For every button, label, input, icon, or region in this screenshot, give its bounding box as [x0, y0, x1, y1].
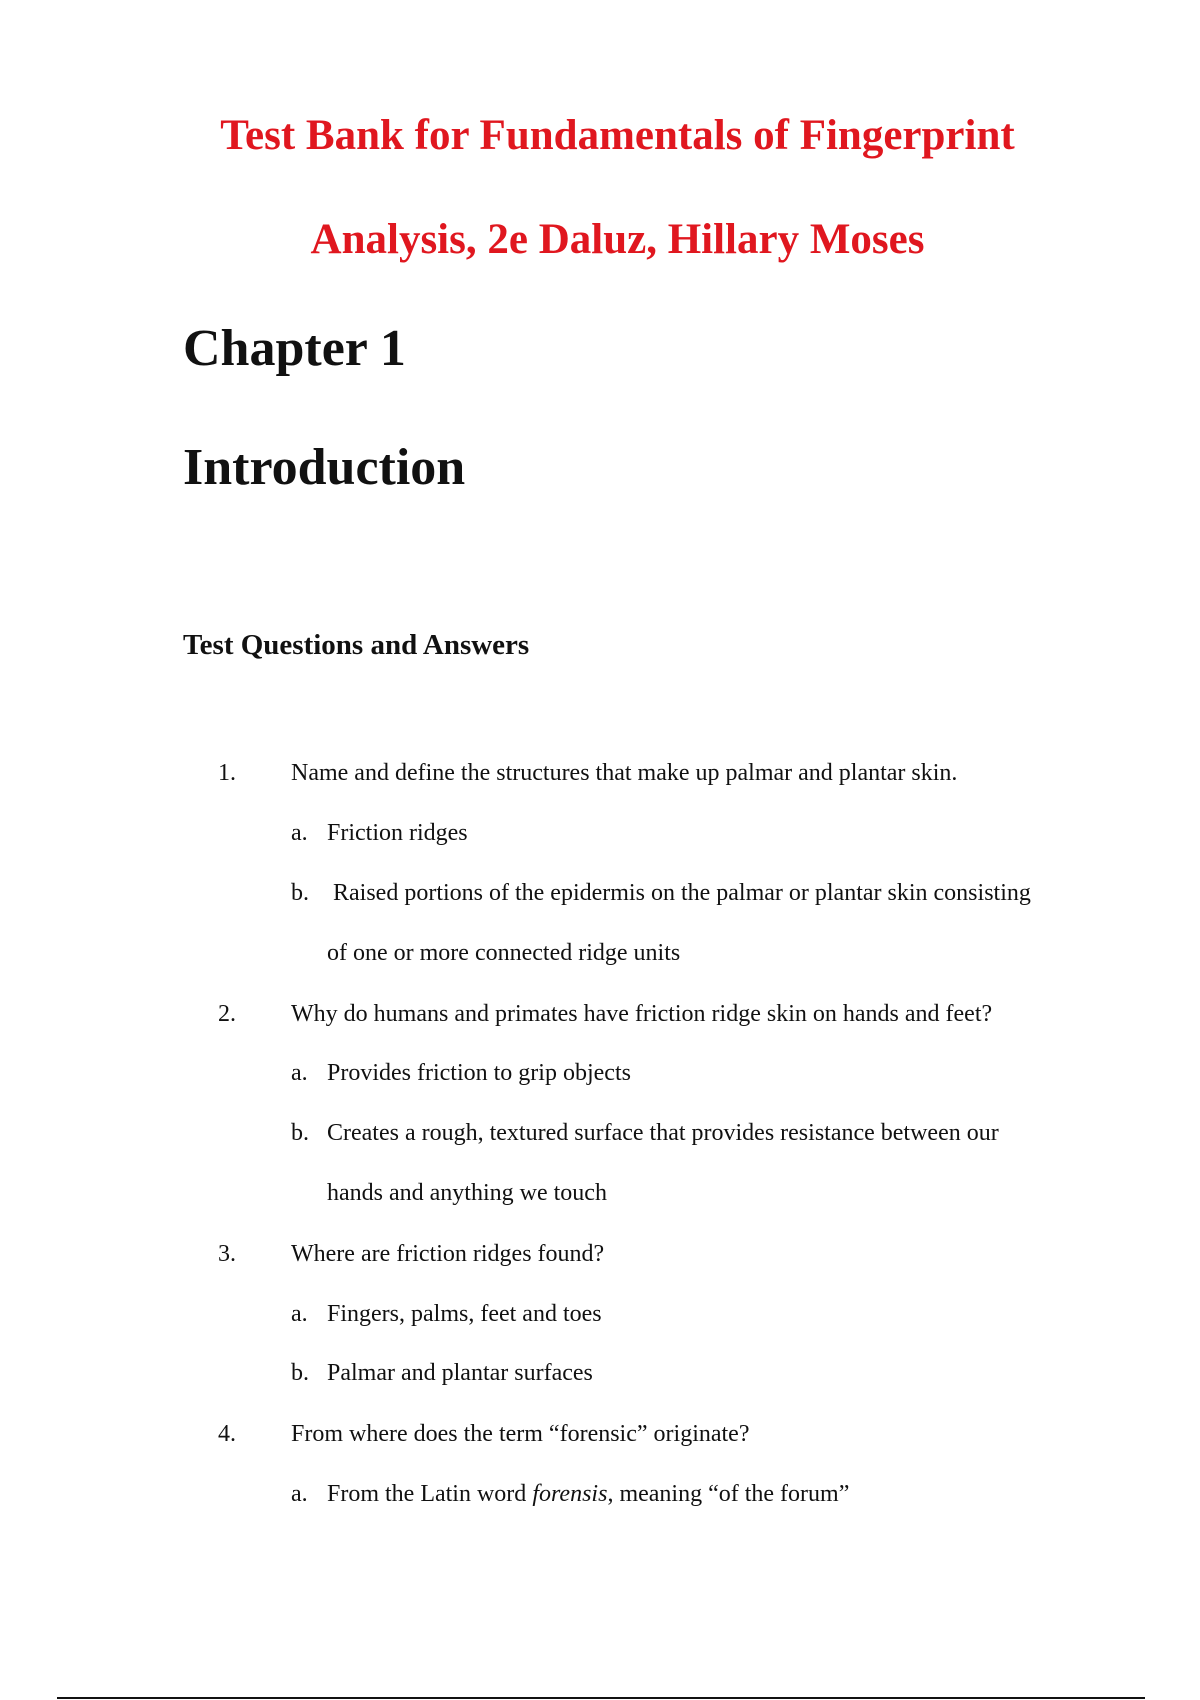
question-number: 4. — [218, 1421, 236, 1447]
question-text: Name and define the structures that make up palmar and plantar skin. — [291, 760, 958, 786]
latin-term: forensis — [532, 1481, 608, 1507]
answer-text — [327, 1479, 849, 1509]
answer-letter: b. — [291, 1120, 309, 1146]
chapter-heading: Chapter 1 — [183, 320, 406, 377]
answer-text: Raised portions of the epidermis on the palmar or plantar skin consisting — [333, 880, 1031, 906]
question-number: 1. — [218, 760, 236, 786]
answer-letter: b. — [291, 880, 309, 906]
document-title-line-2: Analysis, 2e Daluz, Hillary Moses — [310, 216, 925, 263]
answer-letter: a. — [291, 1481, 308, 1507]
question-text: From where does the term “forensic” originate? — [291, 1421, 750, 1447]
answer-text-part: From the Latin word — [327, 1481, 533, 1507]
answer-text-part: , meaning “of the forum” — [607, 1481, 850, 1507]
answer-letter: b. — [291, 1360, 309, 1386]
question-number: 3. — [218, 1241, 236, 1267]
answer-text-continuation: hands and anything we touch — [327, 1180, 607, 1206]
question-text: Why do humans and primates have friction ridge skin on hands and feet? — [291, 1001, 993, 1027]
answer-text: Fingers, palms, feet and toes — [327, 1301, 602, 1327]
answer-text: Provides friction to grip objects — [327, 1060, 631, 1086]
question-text: Where are friction ridges found? — [291, 1241, 605, 1267]
answer-letter: a. — [291, 1301, 308, 1327]
chapter-title: Introduction — [183, 439, 466, 496]
answer-letter: a. — [291, 820, 308, 846]
footer-rule — [57, 1697, 1145, 1699]
answer-text: Friction ridges — [327, 820, 468, 846]
answer-text: Creates a rough, textured surface that provides resistance between our — [327, 1120, 999, 1146]
answer-text-continuation: of one or more connected ridge units — [327, 940, 681, 966]
answer-text: Palmar and plantar surfaces — [327, 1360, 593, 1386]
answer-letter: a. — [291, 1060, 308, 1086]
section-heading: Test Questions and Answers — [183, 629, 530, 661]
document-title-line-1: Test Bank for Fundamentals of Fingerprint — [220, 112, 1015, 159]
question-number: 2. — [218, 1001, 236, 1027]
